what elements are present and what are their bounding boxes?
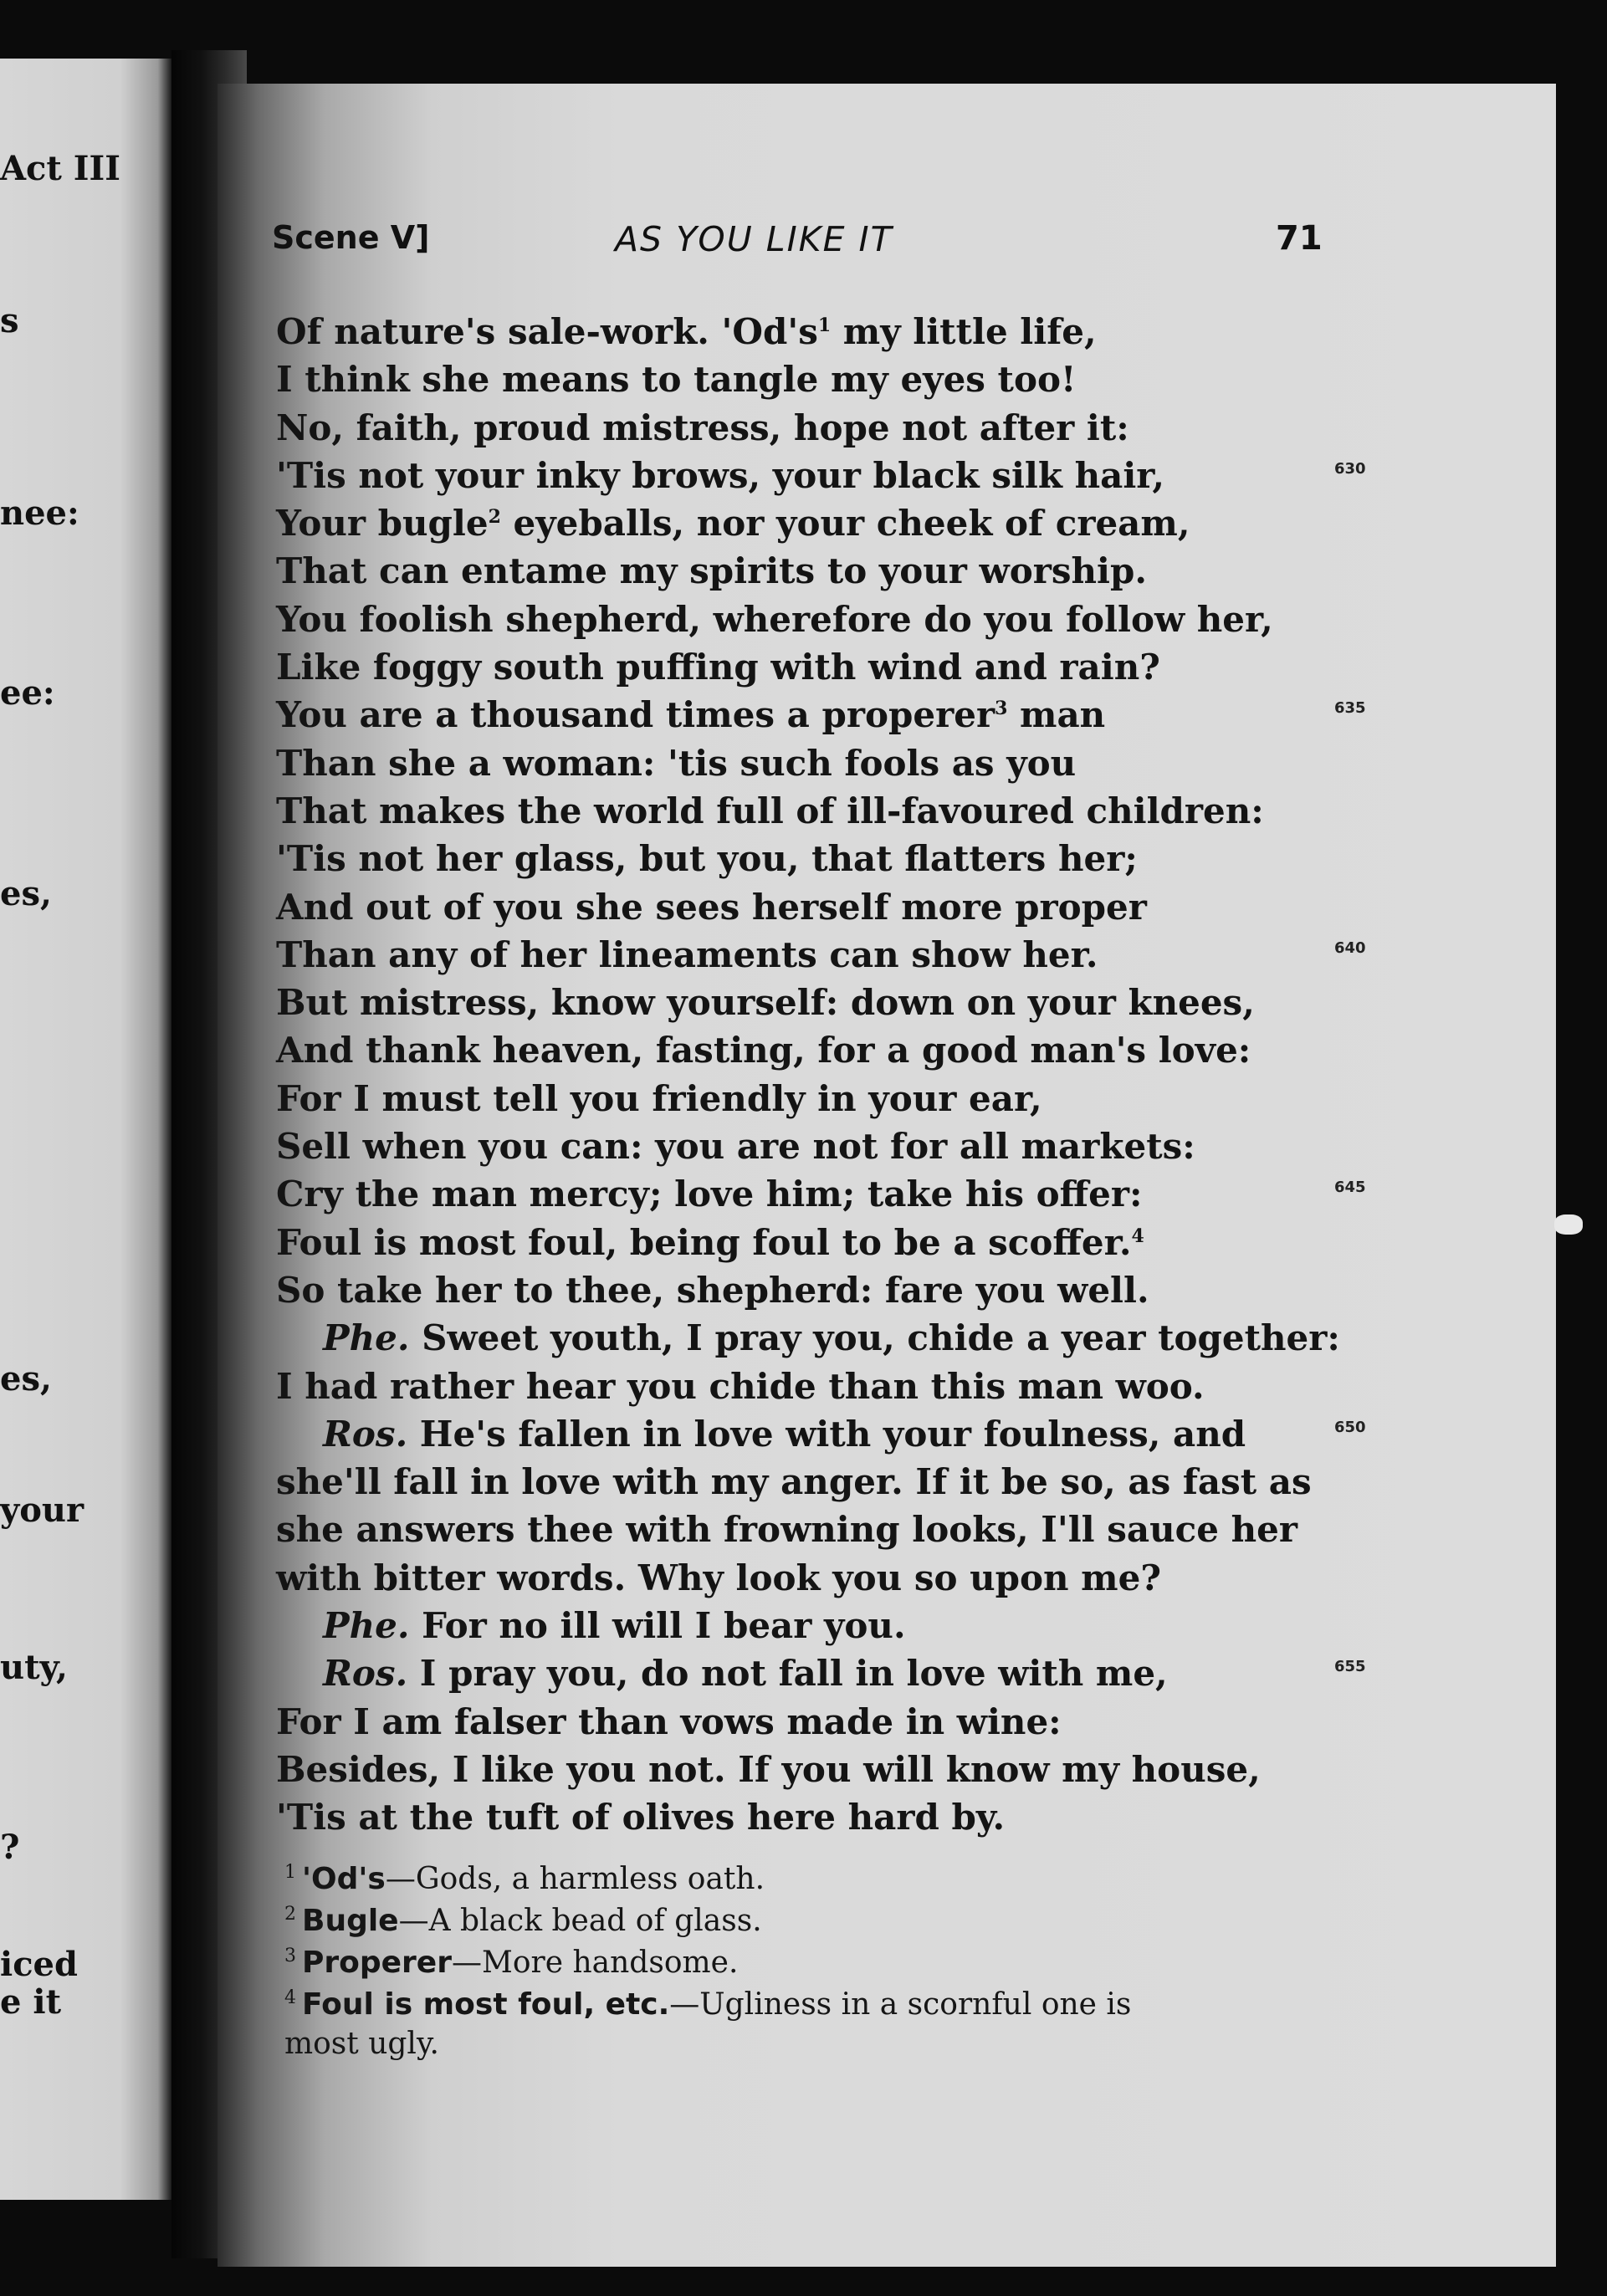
line-text: For I must tell you friendly in your ear, (276, 1077, 1042, 1119)
line-text: Than she a woman: 'tis such fools as you (276, 742, 1077, 784)
footnote-number: 2 (284, 1904, 302, 1925)
line-text: Besides, I like you not. If you will know my house, (276, 1748, 1261, 1790)
line-text: I pray you, do not fall in love with me, (407, 1653, 1168, 1695)
verse-line (276, 1219, 1330, 1266)
footnote (284, 1984, 1338, 2026)
verse-line (276, 404, 1330, 452)
line-text: For no ill will I bear you. (409, 1605, 906, 1647)
line-text: I think she means to tangle my eyes too! (276, 359, 1077, 401)
line-text: No, faith, proud mistress, hope not after it: (276, 407, 1129, 448)
verse-line (276, 1122, 1330, 1170)
verse-line (276, 1746, 1330, 1793)
footnote (284, 1900, 1338, 1942)
verse-line (276, 1363, 1330, 1410)
footnote-number: 4 (284, 1987, 302, 2008)
previous-page-fragment: nee: (0, 493, 79, 533)
line-text: she answers thee with frowning looks, I'll sauce her (276, 1509, 1297, 1551)
verse-line (276, 787, 1330, 835)
line-text: You foolish shepherd, wherefore do you follow her, (276, 598, 1273, 640)
verse-line (276, 1266, 1330, 1314)
verse-line (276, 883, 1330, 931)
verse-line (276, 931, 1366, 979)
verse-line (276, 1698, 1330, 1746)
line-text: 'Tis not your inky brows, your black silk hair, (276, 454, 1164, 496)
speaker-name: Ros. (323, 1653, 408, 1695)
line-number: 645 (1334, 1179, 1366, 1197)
previous-page-fragment: s (0, 301, 19, 340)
previous-page-fragment: e it (0, 1982, 62, 2022)
line-text: my little life, (831, 311, 1097, 352)
verse-line (276, 1793, 1330, 1841)
footnotes (284, 1859, 1338, 2063)
footnote (284, 1859, 1338, 1900)
verse-line (276, 452, 1366, 499)
verse-line (276, 691, 1366, 739)
verse-line (276, 1170, 1366, 1218)
footnote-marker: 4 (1131, 1225, 1144, 1247)
verse-line (276, 1458, 1330, 1506)
footnote-marker: 1 (817, 314, 832, 336)
previous-page-header: Act III (0, 149, 120, 188)
line-text: He's fallen in love with your foulness, and (407, 1413, 1246, 1455)
page-number: 71 (1276, 219, 1323, 258)
footnote-marker: 2 (488, 506, 501, 529)
verse-line (276, 835, 1330, 882)
footnote-gloss: —A black bead of glass. (398, 1904, 762, 1938)
previous-page-fragment: uty, (0, 1648, 68, 1687)
footnote-continuation: most ugly. (284, 2027, 439, 2061)
line-number: 650 (1334, 1418, 1366, 1436)
line-text: That makes the world full of ill-favoured children: (276, 790, 1264, 831)
speaker-name: Phe. (323, 1605, 410, 1647)
line-number: 630 (1334, 459, 1366, 478)
verse-line (276, 643, 1330, 691)
verse-line (276, 1506, 1330, 1553)
play-title: AS YOU LIKE IT (615, 219, 893, 259)
previous-page-fragment: your (0, 1491, 84, 1530)
previous-page-fragment: ee: (0, 673, 55, 713)
footnote-gloss: —Gods, a harmless oath. (385, 1862, 765, 1896)
line-text: Sweet youth, I pray you, chide a year together: (409, 1317, 1340, 1359)
line-text: That can entame my spirits to your worship. (276, 550, 1147, 592)
speaker-name: Phe. (323, 1317, 410, 1359)
previous-page-fragment: iced (0, 1945, 78, 1984)
footnote-term: Properer (302, 1946, 452, 1980)
running-head (272, 219, 1323, 269)
verse-line (276, 547, 1330, 595)
verse-line (276, 1075, 1330, 1122)
footnote-gloss: —More handsome. (451, 1946, 739, 1980)
line-text: Than any of her lineaments can show her. (276, 933, 1098, 975)
line-text: But mistress, know yourself: down on your knees, (276, 982, 1255, 1024)
line-text: eyeballs, nor your cheek of cream, (500, 503, 1190, 545)
footnote-term: Foul is most foul, etc. (302, 1987, 670, 2022)
line-text: man (1007, 694, 1106, 736)
line-number: 640 (1334, 938, 1366, 957)
verse-line (276, 355, 1330, 403)
line-number: 635 (1334, 699, 1366, 718)
line-number: 655 (1334, 1658, 1366, 1676)
footnote-gloss: —Ugliness in a scornful one is (669, 1987, 1132, 2022)
verse-line (276, 308, 1330, 355)
line-text: 'Tis not her glass, but you, that flatters her; (276, 838, 1138, 880)
line-text: You are a thousand times a properer (276, 694, 995, 736)
previous-page-fragment: ? (0, 1828, 20, 1867)
verse-line (276, 499, 1330, 547)
line-text: For I am falser than vows made in wine: (276, 1700, 1062, 1742)
verse-line (276, 979, 1330, 1026)
verse-line (276, 1026, 1330, 1074)
verse-line (276, 739, 1330, 787)
previous-page-fragment: es, (0, 1359, 52, 1399)
line-text: with bitter words. Why look you so upon me? (276, 1557, 1161, 1598)
line-text: Of nature's sale-work. 'Od's (276, 311, 818, 352)
verse-text (276, 308, 1366, 1842)
line-text: Like foggy south puffing with wind and rain? (276, 647, 1160, 688)
line-text: Sell when you can: you are not for all markets: (276, 1126, 1195, 1168)
line-text: 'Tis at the tuft of olives here hard by. (276, 1797, 1006, 1838)
footnote-term: 'Od's (302, 1862, 386, 1896)
verse-line (276, 1314, 1340, 1362)
previous-page-fragment: es, (0, 874, 52, 913)
line-text: And out of you she sees herself more proper (276, 886, 1147, 928)
footnote-number: 1 (284, 1862, 302, 1883)
verse-line (276, 1649, 1366, 1697)
line-text: And thank heaven, fasting, for a good man's love: (276, 1030, 1251, 1071)
line-text: Cry the man mercy; love him; take his offer: (276, 1174, 1143, 1215)
verse-line (276, 1410, 1366, 1458)
line-text: So take her to thee, shepherd: fare you well. (276, 1269, 1149, 1311)
previous-page (0, 59, 171, 2200)
verse-line (276, 1602, 1330, 1649)
verse-line (276, 596, 1330, 643)
line-text: Your bugle (276, 503, 489, 545)
verse-line (276, 1554, 1330, 1602)
speaker-name: Ros. (323, 1413, 408, 1455)
line-text: she'll fall in love with my anger. If it be so, as fast as (276, 1461, 1312, 1503)
footnote-marker: 3 (995, 698, 1008, 720)
footnote (284, 1942, 1338, 1984)
footnote-term: Bugle (302, 1904, 399, 1938)
page-blemish (1554, 1214, 1583, 1235)
scene-label: Scene V] (272, 219, 430, 256)
line-text: I had rather hear you chide than this man woo. (276, 1365, 1205, 1407)
line-text: Foul is most foul, being foul to be a scoffer. (276, 1221, 1132, 1263)
footnote-number: 3 (284, 1946, 302, 1966)
